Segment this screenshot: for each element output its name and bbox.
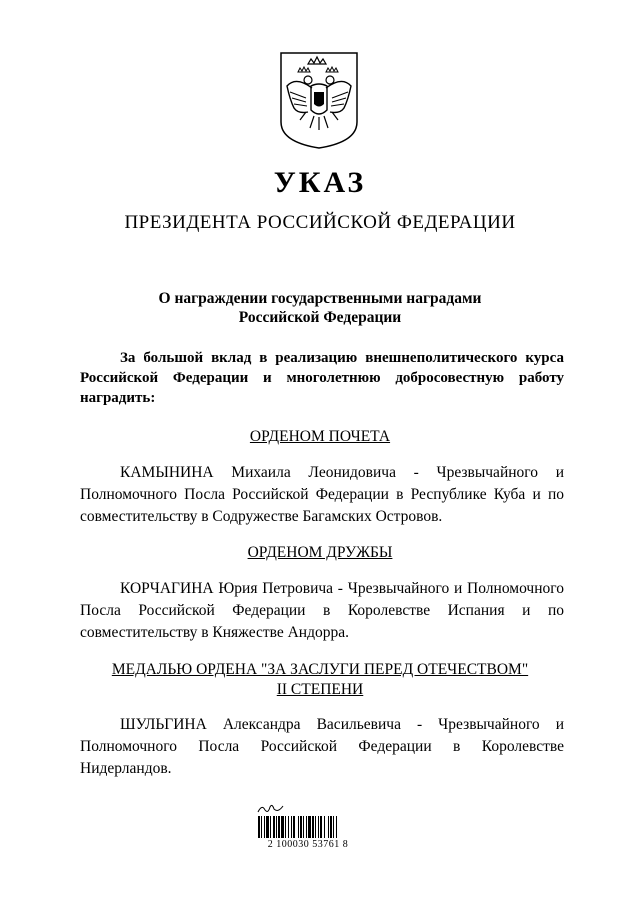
award-title (0, 427, 640, 447)
award-title-text: ОРДЕНОМ ДРУЖБЫ (247, 544, 393, 561)
decree-heading-line-1: О награждении государственными наградами (158, 290, 482, 307)
award-title (0, 543, 640, 563)
decree-heading-line-2: Российской Федерации (238, 309, 402, 326)
state-emblem (278, 50, 360, 150)
document-subtitle: ПРЕЗИДЕНТА РОССИЙСКОЙ ФЕДЕРАЦИИ (124, 212, 516, 233)
award-title-text: ОРДЕНОМ ПОЧЕТА (249, 428, 391, 445)
award-title (0, 660, 640, 700)
decree-intro: За большой вклад в реализацию внешнеполитического курса Российской Федерации и многолетнюю добросовестную работу наградить: (80, 350, 564, 406)
award-recipient: КАМЫНИНА Михаила Леонидовича - Чрезвычайного и Полномочного Посла Российской Федерации в Республике Куба и по совместительству в Содружестве Багамских Островов. (80, 464, 564, 525)
document-title: УКАЗ (273, 166, 367, 199)
award-recipient: КОРЧАГИНА Юрия Петровича - Чрезвычайного и Полномочного Посла Российской Федерации в Королевстве Испания и по совместительству в Княжестве Андорра. (80, 580, 564, 641)
barcode-number: 2 100030 53761 8 (267, 839, 349, 850)
decree-heading (0, 289, 640, 327)
award-title-text: МЕДАЛЬЮ ОРДЕНА "ЗА ЗАСЛУГИ ПЕРЕД ОТЕЧЕСТВОМ" (111, 661, 529, 678)
award-title-text-line-2: II СТЕПЕНИ (276, 681, 364, 698)
award-recipient: ШУЛЬГИНА Александра Васильевича - Чрезвычайного и Полномочного Посла Российской Федерации в Королевстве Нидерландов. (80, 716, 564, 777)
